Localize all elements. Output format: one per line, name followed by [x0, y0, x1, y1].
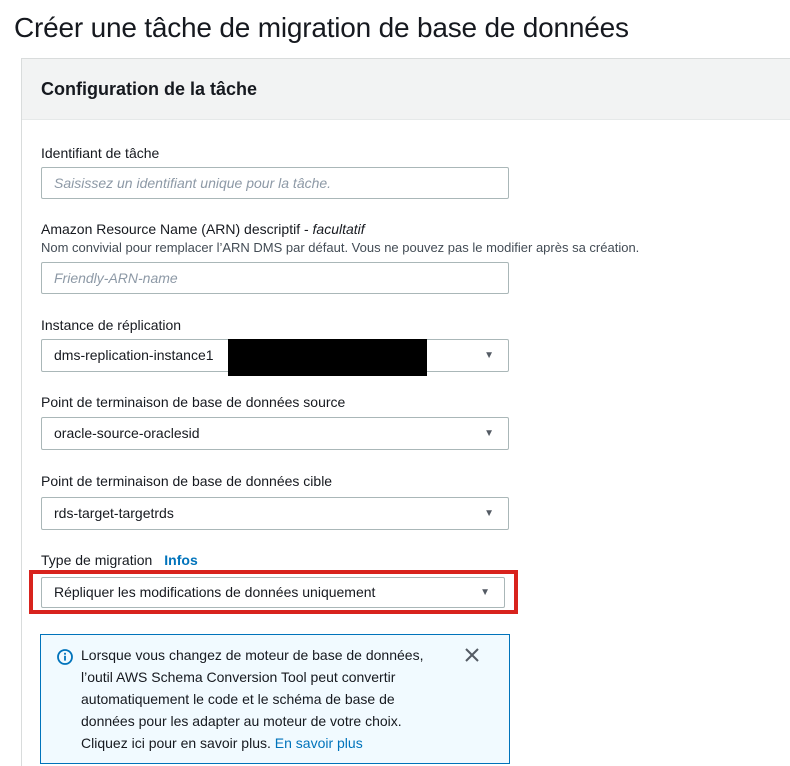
replication-instance-value: dms-replication-instance1: [54, 347, 214, 363]
friendly-arn-label-optional: facultatif: [312, 221, 365, 237]
sct-info-alert: [40, 634, 510, 764]
card-title: Configuration de la tâche: [41, 78, 258, 99]
close-icon[interactable]: [463, 647, 481, 665]
redaction-overlay: [228, 339, 427, 376]
page-title: Créer une tâche de migration de base de données: [14, 12, 629, 43]
info-icon: [57, 649, 73, 665]
caret-down-icon: ▼: [480, 587, 490, 598]
friendly-arn-label-main: Amazon Resource Name (ARN) descriptif -: [41, 221, 313, 237]
target-endpoint-value: rds-target-targetrds: [54, 505, 174, 521]
caret-down-icon: ▼: [484, 428, 494, 439]
replication-instance-label: Instance de réplication: [41, 317, 182, 333]
migration-type-label: Type de migration: [41, 552, 153, 568]
learn-more-link[interactable]: En savoir plus: [274, 735, 363, 751]
caret-down-icon: ▼: [484, 508, 494, 519]
caret-down-icon: ▼: [484, 350, 494, 361]
friendly-arn-label: [41, 221, 365, 237]
migration-type-value: Répliquer les modifications de données uniquement: [54, 584, 376, 600]
friendly-arn-help: Nom convivial pour remplacer l’ARN DMS par défaut. Vous ne pouvez pas le modifier après sa création.: [41, 240, 640, 255]
migration-type-label-row: [41, 552, 198, 568]
migration-type-select[interactable]: [41, 577, 505, 608]
target-endpoint-label: Point de terminaison de base de données cible: [41, 473, 333, 489]
task-id-input[interactable]: [41, 167, 509, 199]
card-header: [22, 59, 790, 120]
source-endpoint-value: oracle-source-oraclesid: [54, 425, 200, 441]
alert-message: [81, 644, 449, 754]
source-endpoint-select[interactable]: [41, 417, 509, 450]
source-endpoint-label: Point de terminaison de base de données source: [41, 394, 346, 410]
target-endpoint-select[interactable]: [41, 497, 509, 530]
alert-message-text: Lorsque vous changez de moteur de base de données, l’outil AWS Schema Conversion Tool peut convertir automatiquement le code et le schéma de base de données pour les adapter au moteur de votre choix. Cliquez ici pour en savoir plus.: [81, 647, 424, 751]
migration-type-info-link[interactable]: Infos: [164, 552, 198, 568]
task-id-label: Identifiant de tâche: [41, 145, 160, 161]
friendly-arn-input[interactable]: [41, 262, 509, 294]
